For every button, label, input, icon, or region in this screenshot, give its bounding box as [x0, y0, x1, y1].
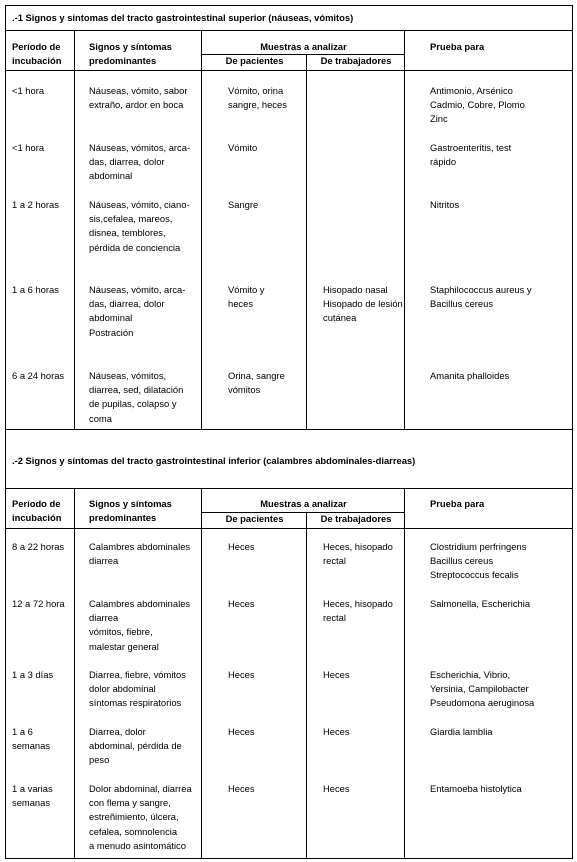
cell-test: Clostridium perfringens Bacillus cereus Streptococcus fecalis: [430, 541, 527, 581]
cell-period: 1 a 6 horas: [12, 284, 59, 295]
header-workers: De trabajadores: [320, 55, 392, 66]
cell-period: 1 a 6 semanas: [12, 726, 51, 752]
header-workers: De trabajadores: [320, 513, 392, 524]
cell-period: 12 a 72 hora: [12, 598, 65, 609]
cell-test: Nitritos: [430, 199, 460, 210]
divider: [404, 30, 405, 430]
divider: [5, 488, 573, 489]
header-samples: Muestras a analizar: [260, 41, 347, 52]
section-2-title: .-2 Signos y síntomas del tracto gastrointestinal inferior (calambres abdominales-diarreas): [12, 455, 416, 466]
cell-signs: Calambres abdominales diarrea: [89, 541, 191, 567]
cell-signs: Diarrea, fiebre, vómitos dolor abdominal síntomas respiratorios: [89, 669, 186, 709]
cell-patients: Heces: [228, 783, 255, 794]
divider: [201, 30, 202, 430]
cell-period: <1 hora: [12, 142, 45, 153]
cell-patients: Heces: [228, 598, 255, 609]
cell-period: 6 a 24 horas: [12, 370, 65, 381]
divider: [5, 429, 573, 430]
cell-signs: Diarrea, dolor abdominal, pérdida de peso: [89, 726, 182, 766]
section-1-title: .-1 Signos y síntomas del tracto gastrointestinal superior (náuseas, vómitos): [12, 12, 354, 23]
cell-period: 1 a 2 horas: [12, 199, 59, 210]
cell-test: Giardia lamblia: [430, 726, 493, 737]
divider: [74, 30, 75, 430]
header-patients: De pacientes: [225, 55, 284, 66]
cell-patients: Heces: [228, 726, 255, 737]
cell-signs: Náuseas, vómitos, diarrea, sed, dilatación de pupilas, colapso y coma: [89, 370, 184, 424]
cell-signs: Náuseas, vómito, sabor extraño, ardor en boca: [89, 85, 188, 111]
cell-signs: Náuseas, vómito, arca- das, diarrea, dolor abdominal Postración: [89, 284, 186, 338]
header-patients: De pacientes: [225, 513, 284, 524]
cell-test: Salmonella, Escherichia: [430, 598, 531, 609]
cell-patients: Vómito, orina sangre, heces: [228, 85, 287, 111]
cell-workers: Heces, hisopado rectal: [323, 598, 393, 624]
divider: [74, 488, 75, 859]
cell-period: 1 a 3 días: [12, 669, 54, 680]
cell-period: <1 hora: [12, 85, 45, 96]
cell-patients: Vómito: [228, 142, 258, 153]
header-period: Período de incubación: [12, 41, 62, 67]
cell-workers: Heces: [323, 726, 350, 737]
cell-workers: Heces, hisopado rectal: [323, 541, 393, 567]
cell-period: 1 a varias semanas: [12, 783, 53, 809]
header-signs: Signos y síntomas predominantes: [89, 41, 172, 67]
cell-signs: Náuseas, vómito, ciano- sis,cefalea, mareos, disnea, temblores, pérdida de conciencia: [89, 199, 190, 253]
header-samples: Muestras a analizar: [260, 498, 347, 509]
header-period: Período de incubación: [12, 498, 62, 524]
cell-patients: Orina, sangre vómitos: [228, 370, 285, 396]
cell-workers: Heces: [323, 783, 350, 794]
cell-patients: Heces: [228, 669, 255, 680]
divider: [5, 528, 573, 529]
cell-patients: Heces: [228, 541, 255, 552]
cell-period: 8 a 22 horas: [12, 541, 65, 552]
header-test: Prueba para: [430, 498, 485, 509]
cell-test: Entamoeba histolytica: [430, 783, 522, 794]
cell-test: Gastroenteritis, test rápido: [430, 142, 512, 168]
cell-signs: Náuseas, vómitos, arca- das, diarrea, dolor abdominal: [89, 142, 191, 182]
cell-workers: Hisopado nasal Hisopado de lesión cutánea: [323, 284, 403, 324]
divider: [404, 488, 405, 859]
divider: [201, 488, 202, 859]
header-test: Prueba para: [430, 41, 485, 52]
divider: [5, 30, 573, 31]
header-signs: Signos y síntomas predominantes: [89, 498, 172, 524]
cell-patients: Sangre: [228, 199, 259, 210]
cell-test: Escherichia, Vibrio, Yersinia, Campilobacter Pseudomona aeruginosa: [430, 669, 535, 709]
cell-test: Antimonio, Arsénico Cadmio, Cobre, Plomo Zinc: [430, 85, 525, 125]
cell-signs: Dolor abdominal, diarrea con flema y sangre, estreñimiento, úlcera, cefalea, somnolencia a menudo asintomático: [89, 783, 192, 851]
divider: [306, 54, 307, 430]
cell-test: Amanita phalloides: [430, 370, 510, 381]
cell-workers: Heces: [323, 669, 350, 680]
cell-test: Staphilococcus aureus y Bacillus cereus: [430, 284, 532, 310]
divider: [5, 70, 573, 71]
cell-signs: Calambres abdominales diarrea vómitos, fiebre, malestar general: [89, 598, 191, 652]
divider: [306, 512, 307, 859]
cell-patients: Vómito y heces: [228, 284, 265, 310]
